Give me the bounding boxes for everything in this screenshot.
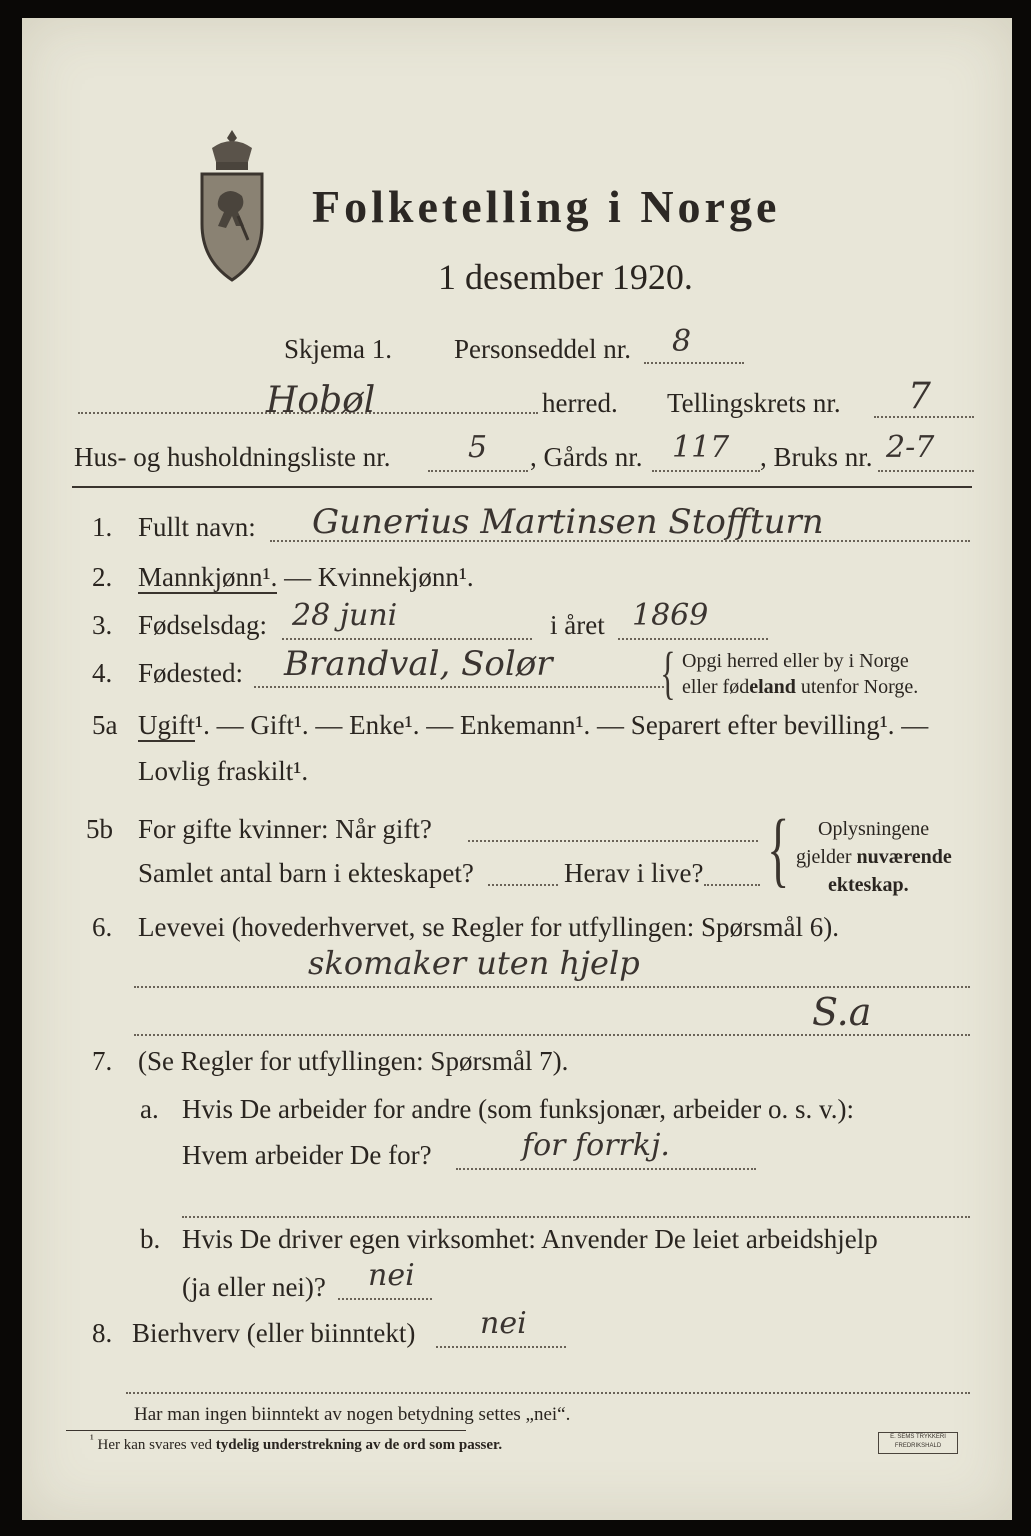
husholdningsliste-label: Hus- og husholdningsliste nr. — [74, 442, 391, 472]
q6-label: Levevei (hovederhvervet, se Regler for utfyllingen: Spørsmål 6). — [138, 912, 840, 942]
herred-value: Hobøl — [266, 380, 376, 421]
q2-number: 2. — [92, 562, 113, 592]
census-form-page: Folketelling i Norge 1 desember 1920. Skjema 1. Personseddel nr. 8 Hobøl herred. Tellingskrets nr. 7 Hus- og husholdningsliste nr. 5 , Gårds nr. 117 , Bruks nr. 2-7 1. Fullt navn: Gunerius Martinsen Stoffturn 2. Mannkjønn¹. — Kvinnekjønn¹. 3. Fødselsdag: 28 juni i året 1869 4. Fødested: Brandval, Solør { Opgi herred eller by i Norge eller fødeland utenfor Norge. 5a Ugift¹. — Gift¹. — Enke¹. — Enkemann¹. — Separert efter bevilling¹. — Lovlig fraskilt¹. 5b For gifte kvinner: Når gift? Samlet antal barn i ekteskapet? Herav i live? { Oplysningene gjelder nuværende ekteskap. 6. Levevei (hovederhvervet, se Regler for utfyllingen: Spørsmål 6). skomaker uten hjelp S.a 7. (Se Regler for utfyllingen: Spørsmål 7). a. Hvis De arbeider for andre (som funksjonær, arbeider o. s. v.): Hvem arbeider De for? for forrkj. b. Hvis De driver egen virksomhet: Anvender De leiet arbeidshjelp (ja eller nei)? nei 8. Bierhverv (eller biinntekt) nei Har man ingen biinntekt av nogen betydning settes „nei“. $^{^1}$ Her kan svares ved tydelig understrekning av de ord som passer. E. SEMS TRYKKERI FREDRIKSHALD — [22, 18, 1012, 1520]
q7a-line1: Hvis De arbeider for andre (som funksjonær, arbeider o. s. v.): — [182, 1094, 854, 1124]
q7-number: 7. — [92, 1046, 113, 1076]
header-divider — [72, 486, 972, 488]
gards-label: , Gårds nr. — [530, 442, 643, 472]
personseddel-value: 8 — [672, 324, 692, 359]
q5a-ugift-underlined: Ugift — [138, 710, 195, 740]
q6-number: 6. — [92, 912, 113, 942]
skjema-label: Skjema 1. — [284, 334, 392, 364]
q3-number: 3. — [92, 610, 113, 640]
q5b-line2b: Herav i live? — [564, 858, 704, 888]
q4-note-line2: eller fødeland utenfor Norge. — [682, 676, 919, 698]
husholdningsliste-value: 5 — [468, 430, 488, 465]
q8-number: 8. — [92, 1318, 113, 1348]
q3-label: Fødselsdag: — [138, 610, 268, 640]
q6-occupation-code: S.a — [812, 990, 872, 1034]
coat-of-arms-icon — [190, 126, 274, 286]
q3-year-label: i året — [550, 610, 605, 640]
q7a-number: a. — [140, 1094, 159, 1124]
gards-value: 117 — [672, 430, 730, 465]
personseddel-label: Personseddel nr. — [454, 334, 631, 364]
q5b-line1: For gifte kvinner: Når gift? — [138, 814, 432, 844]
q5a-number: 5a — [92, 710, 118, 740]
q7b-hired-help: nei — [368, 1258, 415, 1293]
q6-occupation: skomaker uten hjelp — [308, 944, 640, 982]
bruks-value: 2-7 — [886, 430, 935, 465]
tellingskrets-label: Tellingskrets nr. — [667, 388, 841, 418]
footnote: $^{^1}$ Her kan svares ved tydelig understrekning av de ord som passer. — [90, 1432, 503, 1453]
q2-mannkjonn-underlined: Mannkjønn¹. — [138, 562, 278, 592]
q2-gender-options — [138, 562, 474, 593]
q1-number: 1. — [92, 512, 113, 542]
form-title: Folketelling i Norge — [312, 181, 781, 232]
q1-label: Fullt navn: — [138, 512, 256, 542]
herred-label: herred. — [542, 388, 618, 418]
q5b-note-line3: ekteskap. — [828, 874, 909, 896]
q7a-employer: for forrkj. — [522, 1128, 670, 1163]
q7b-line2: (ja eller nei)? — [182, 1272, 326, 1302]
q7b-line1: Hvis De driver egen virksomhet: Anvender De leiet arbeidshjelp — [182, 1224, 878, 1254]
q4-number: 4. — [92, 658, 113, 688]
q1-full-name: Gunerius Martinsen Stoffturn — [312, 502, 824, 542]
census-date: 1 desember 1920. — [438, 257, 693, 297]
q5b-note-line2: gjelder nuværende — [796, 846, 952, 868]
q5a-marital-options: Ugift¹. — Gift¹. — Enke¹. — Enkemann¹. — Separert efter bevilling¹. — — [138, 710, 929, 740]
q8-label: Bierhverv (eller biinntekt) — [132, 1318, 416, 1348]
printer-stamp: E. SEMS TRYKKERI FREDRIKSHALD — [878, 1432, 958, 1454]
q7b-number: b. — [140, 1224, 161, 1254]
q4-birthplace: Brandval, Solør — [284, 644, 553, 684]
bruks-label: , Bruks nr. — [760, 442, 873, 472]
footer-note: Har man ingen biinntekt av nogen betydning settes „nei“. — [134, 1404, 571, 1425]
q3-birth-day: 28 juni — [292, 598, 398, 633]
q7-label: (Se Regler for utfyllingen: Spørsmål 7). — [138, 1046, 569, 1076]
q5a-line2: Lovlig fraskilt¹. — [138, 756, 309, 786]
q5b-note-line1: Oplysningene — [818, 818, 930, 840]
q8-side-income: nei — [480, 1306, 527, 1341]
q7a-line2: Hvem arbeider De for? — [182, 1140, 432, 1170]
q4-label: Fødested: — [138, 658, 243, 688]
q4-note-line1: Opgi herred eller by i Norge — [682, 650, 909, 672]
q5b-line2a: Samlet antal barn i ekteskapet? — [138, 858, 474, 888]
q2-kvinnekjonn: — Kvinnekjønn¹. — [284, 562, 474, 592]
tellingskrets-value: 7 — [908, 376, 931, 417]
q3-birth-year: 1869 — [632, 598, 709, 633]
q5b-number: 5b — [86, 814, 113, 844]
footnote-divider — [66, 1430, 466, 1431]
